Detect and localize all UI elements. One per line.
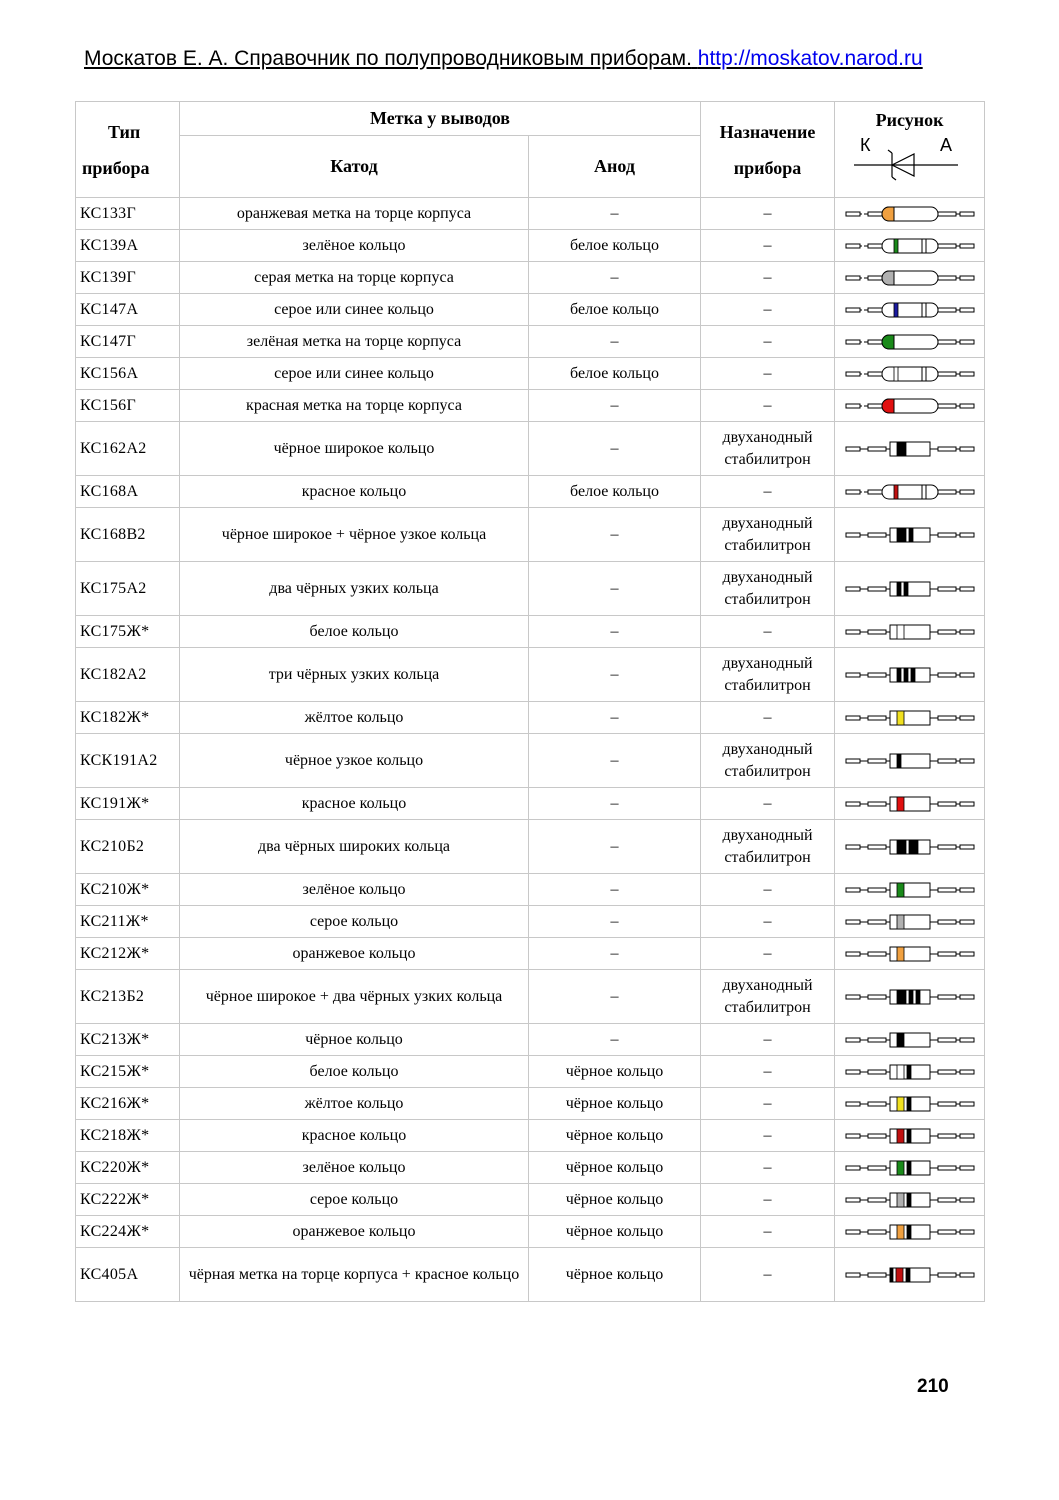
cell-type: КС147Г	[76, 326, 180, 358]
cell-picture	[835, 230, 985, 262]
cell-type: КС168А	[76, 476, 180, 508]
cell-type: КС212Ж*	[76, 938, 180, 970]
cell-picture	[835, 906, 985, 938]
cell-type: КС139Г	[76, 262, 180, 294]
header-title: Москатов Е. А. Справочник по полупроводниковым приборам.	[84, 47, 692, 70]
cell-type: КС211Ж*	[76, 906, 180, 938]
table-row	[76, 938, 985, 970]
table-row	[76, 874, 985, 906]
header-cathode: Катод	[180, 136, 529, 198]
band	[897, 1065, 904, 1079]
table-row	[76, 508, 985, 562]
cell-type: КС168В2	[76, 508, 180, 562]
zener-diode-icon	[842, 327, 978, 357]
cell-picture	[835, 1248, 985, 1302]
cell-anode: белое кольцо	[529, 476, 701, 508]
cell-cathode: зелёное кольцо	[180, 1152, 529, 1184]
cell-anode: чёрное кольцо	[529, 1184, 701, 1216]
cell-cathode: три чёрных узких кольца	[180, 648, 529, 702]
band	[897, 840, 906, 854]
cell-cathode: красное кольцо	[180, 476, 529, 508]
zener-diode-icon	[842, 939, 978, 969]
table-row	[76, 358, 985, 390]
cell-cathode: чёрное широкое + чёрное узкое кольца	[180, 508, 529, 562]
band	[897, 915, 904, 929]
table-row	[76, 476, 985, 508]
cell-anode: –	[529, 390, 701, 422]
cell-type: КС162А2	[76, 422, 180, 476]
diode-body	[890, 754, 930, 768]
cell-purpose: –	[701, 1152, 835, 1184]
end-mark	[882, 207, 894, 221]
band	[916, 990, 920, 1004]
band	[890, 1268, 893, 1282]
cell-anode: –	[529, 906, 701, 938]
band	[897, 711, 904, 725]
cell-picture	[835, 616, 985, 648]
cell-anode: чёрное кольцо	[529, 1216, 701, 1248]
cell-picture	[835, 422, 985, 476]
table-row	[76, 198, 985, 230]
table-row	[76, 294, 985, 326]
cell-anode: –	[529, 326, 701, 358]
table-row	[76, 1152, 985, 1184]
table-row	[76, 230, 985, 262]
diode-marking-table	[75, 101, 985, 1302]
cell-cathode: серое кольцо	[180, 1184, 529, 1216]
cell-cathode: жёлтое кольцо	[180, 1088, 529, 1120]
cell-anode: чёрное кольцо	[529, 1248, 701, 1302]
band	[907, 1065, 911, 1079]
cell-cathode: оранжевое кольцо	[180, 1216, 529, 1248]
zener-diode-icon	[842, 907, 978, 937]
cell-cathode: зелёное кольцо	[180, 230, 529, 262]
cell-purpose: –	[701, 906, 835, 938]
cell-cathode: оранжевая метка на торце корпуса	[180, 198, 529, 230]
cell-type: КС182Ж*	[76, 702, 180, 734]
cell-anode: белое кольцо	[529, 358, 701, 390]
cell-anode: –	[529, 648, 701, 702]
band	[897, 442, 906, 456]
cell-picture	[835, 1024, 985, 1056]
cell-picture	[835, 970, 985, 1024]
cell-anode: –	[529, 198, 701, 230]
diode-body	[890, 883, 930, 897]
zener-diode-icon	[842, 295, 978, 325]
diode-body	[882, 485, 938, 499]
diode-body	[890, 711, 930, 725]
cell-cathode: зелёное кольцо	[180, 874, 529, 906]
a-label: А	[939, 135, 952, 155]
cell-anode: –	[529, 1024, 701, 1056]
cell-type: КСК191А2	[76, 734, 180, 788]
cell-type: КС175А2	[76, 562, 180, 616]
cell-cathode: серое или синее кольцо	[180, 358, 529, 390]
cell-purpose: –	[701, 616, 835, 648]
zener-diode-icon	[842, 434, 978, 464]
cell-type: КС191Ж*	[76, 788, 180, 820]
cell-purpose: двуханодный стабилитрон	[701, 820, 835, 874]
table-row	[76, 702, 985, 734]
cell-purpose: двуханодный стабилитрон	[701, 508, 835, 562]
cell-picture	[835, 734, 985, 788]
header-anode: Анод	[529, 136, 701, 198]
cell-purpose: –	[701, 1184, 835, 1216]
cell-anode: –	[529, 820, 701, 874]
end-mark	[882, 271, 894, 285]
header-link[interactable]: http://moskatov.narod.ru	[697, 47, 923, 70]
band	[897, 754, 901, 768]
cell-picture	[835, 562, 985, 616]
cell-purpose: –	[701, 198, 835, 230]
cell-purpose: двуханодный стабилитрон	[701, 734, 835, 788]
cell-anode: –	[529, 562, 701, 616]
cell-anode: –	[529, 788, 701, 820]
cell-cathode: красное кольцо	[180, 788, 529, 820]
diode-body	[890, 915, 930, 929]
band	[897, 1033, 904, 1047]
band	[907, 1193, 911, 1207]
cell-type: КС156Г	[76, 390, 180, 422]
cell-picture	[835, 1184, 985, 1216]
cell-cathode: серое кольцо	[180, 906, 529, 938]
band	[897, 582, 901, 596]
band	[907, 1129, 911, 1143]
cell-purpose: –	[701, 1056, 835, 1088]
zener-diode-icon	[842, 574, 978, 604]
cell-cathode: серая метка на торце корпуса	[180, 262, 529, 294]
band	[904, 582, 908, 596]
table-row	[76, 326, 985, 358]
cell-anode: чёрное кольцо	[529, 1088, 701, 1120]
cell-anode: чёрное кольцо	[529, 1056, 701, 1088]
cell-purpose: –	[701, 1248, 835, 1302]
cathode-ring	[894, 485, 898, 499]
header-picture: Рисунок К А	[835, 102, 985, 198]
cell-purpose: двуханодный стабилитрон	[701, 648, 835, 702]
band	[897, 625, 904, 639]
cell-anode: чёрное кольцо	[529, 1120, 701, 1152]
table-row	[76, 788, 985, 820]
zener-diode-icon	[842, 875, 978, 905]
cell-type: КС133Г	[76, 198, 180, 230]
band	[897, 947, 904, 961]
zener-diode-icon	[842, 199, 978, 229]
zener-diode-icon	[842, 1260, 978, 1290]
cell-picture	[835, 326, 985, 358]
table-row	[76, 390, 985, 422]
table-row	[76, 1088, 985, 1120]
cell-purpose: –	[701, 938, 835, 970]
table-row	[76, 616, 985, 648]
table-row	[76, 422, 985, 476]
cell-type: КС175Ж*	[76, 616, 180, 648]
cell-cathode: два чёрных узких кольца	[180, 562, 529, 616]
cell-anode: –	[529, 262, 701, 294]
band	[896, 1268, 903, 1282]
cell-picture	[835, 294, 985, 326]
cell-purpose: –	[701, 1216, 835, 1248]
cell-picture	[835, 508, 985, 562]
cell-picture	[835, 938, 985, 970]
diode-body	[882, 367, 938, 381]
cell-anode: –	[529, 970, 701, 1024]
zener-diode-icon	[842, 1089, 978, 1119]
diode-body	[890, 442, 930, 456]
cell-picture	[835, 1120, 985, 1152]
cathode-ring	[894, 239, 898, 253]
band	[897, 1193, 904, 1207]
diode-symbol-icon	[839, 131, 980, 183]
zener-diode-icon	[842, 617, 978, 647]
end-mark	[882, 399, 894, 413]
band	[906, 1268, 910, 1282]
cell-cathode: чёрное широкое + два чёрных узких кольца	[180, 970, 529, 1024]
zener-diode-icon	[842, 231, 978, 261]
cell-picture	[835, 262, 985, 294]
zener-diode-icon	[842, 1057, 978, 1087]
cell-cathode: чёрное кольцо	[180, 1024, 529, 1056]
cell-purpose: –	[701, 294, 835, 326]
band	[897, 668, 901, 682]
cell-type: КС220Ж*	[76, 1152, 180, 1184]
diode-body	[890, 797, 930, 811]
zener-diode-icon	[842, 359, 978, 389]
cell-picture	[835, 648, 985, 702]
end-mark	[882, 335, 894, 349]
cell-purpose: –	[701, 1024, 835, 1056]
band	[904, 668, 908, 682]
cell-picture	[835, 1088, 985, 1120]
cell-type: КС224Ж*	[76, 1216, 180, 1248]
cell-purpose: –	[701, 390, 835, 422]
cell-type: КС405А	[76, 1248, 180, 1302]
cell-cathode: белое кольцо	[180, 1056, 529, 1088]
cell-purpose: –	[701, 702, 835, 734]
cell-anode: белое кольцо	[529, 294, 701, 326]
cell-cathode: красная метка на торце корпуса	[180, 390, 529, 422]
table-row	[76, 1024, 985, 1056]
cell-picture	[835, 1216, 985, 1248]
cell-anode: –	[529, 702, 701, 734]
cell-cathode: два чёрных широких кольца	[180, 820, 529, 874]
table-row	[76, 906, 985, 938]
cell-type: КС156А	[76, 358, 180, 390]
cell-cathode: белое кольцо	[180, 616, 529, 648]
cell-cathode: чёрное широкое кольцо	[180, 422, 529, 476]
cell-anode: –	[529, 734, 701, 788]
zener-diode-icon	[842, 520, 978, 550]
cell-anode: –	[529, 616, 701, 648]
diode-body	[890, 582, 930, 596]
band	[897, 883, 904, 897]
band	[897, 1097, 904, 1111]
band	[897, 1129, 904, 1143]
cell-type: КС216Ж*	[76, 1088, 180, 1120]
cathode-ring	[894, 367, 898, 381]
table-row	[76, 1248, 985, 1302]
cell-purpose: –	[701, 1120, 835, 1152]
cell-picture	[835, 702, 985, 734]
table-row	[76, 820, 985, 874]
band	[907, 1097, 911, 1111]
table-row	[76, 734, 985, 788]
cell-picture	[835, 820, 985, 874]
cell-picture	[835, 358, 985, 390]
cell-cathode: оранжевое кольцо	[180, 938, 529, 970]
zener-diode-icon	[842, 1217, 978, 1247]
zener-diode-icon	[842, 789, 978, 819]
zener-diode-icon	[842, 1025, 978, 1055]
cell-cathode: зелёная метка на торце корпуса	[180, 326, 529, 358]
header-mark: Метка у выводов	[180, 102, 701, 136]
cell-anode: –	[529, 874, 701, 906]
diode-body	[882, 303, 938, 317]
cell-type: КС213Б2	[76, 970, 180, 1024]
cell-purpose: двуханодный стабилитрон	[701, 422, 835, 476]
cell-purpose: –	[701, 874, 835, 906]
cell-anode: –	[529, 938, 701, 970]
cell-purpose: –	[701, 262, 835, 294]
cell-purpose: двуханодный стабилитрон	[701, 970, 835, 1024]
page-header	[84, 47, 984, 71]
cell-purpose: –	[701, 476, 835, 508]
zener-diode-icon	[842, 703, 978, 733]
cell-anode: –	[529, 508, 701, 562]
cell-picture	[835, 1056, 985, 1088]
cell-anode: белое кольцо	[529, 230, 701, 262]
zener-diode-icon	[842, 660, 978, 690]
zener-diode-icon	[842, 982, 978, 1012]
band	[909, 840, 918, 854]
cell-purpose: двуханодный стабилитрон	[701, 562, 835, 616]
band	[897, 1161, 904, 1175]
cell-cathode: чёрная метка на торце корпуса + красное кольцо	[180, 1248, 529, 1302]
zener-diode-icon	[842, 832, 978, 862]
band	[897, 990, 906, 1004]
cell-purpose: –	[701, 358, 835, 390]
diode-body	[882, 239, 938, 253]
cell-cathode: серое или синее кольцо	[180, 294, 529, 326]
zener-diode-icon	[842, 1153, 978, 1183]
zener-diode-icon	[842, 1121, 978, 1151]
table-row	[76, 1120, 985, 1152]
zener-diode-icon	[842, 391, 978, 421]
diode-body	[890, 625, 930, 639]
zener-diode-icon	[842, 1185, 978, 1215]
cell-type: КС213Ж*	[76, 1024, 180, 1056]
cell-picture	[835, 390, 985, 422]
table-row	[76, 1056, 985, 1088]
header-type: Тип прибора	[76, 102, 180, 198]
header-purpose: Назначение прибора	[701, 102, 835, 198]
table-row	[76, 1184, 985, 1216]
band	[907, 1225, 911, 1239]
cell-cathode: жёлтое кольцо	[180, 702, 529, 734]
band	[897, 528, 906, 542]
k-label: К	[859, 135, 871, 155]
table-row	[76, 562, 985, 616]
diode-body	[890, 947, 930, 961]
cell-type: КС218Ж*	[76, 1120, 180, 1152]
cell-picture	[835, 476, 985, 508]
cell-purpose: –	[701, 788, 835, 820]
cell-cathode: красное кольцо	[180, 1120, 529, 1152]
cell-anode: –	[529, 422, 701, 476]
cell-purpose: –	[701, 326, 835, 358]
cell-picture	[835, 874, 985, 906]
cell-anode: чёрное кольцо	[529, 1152, 701, 1184]
cell-type: КС210Ж*	[76, 874, 180, 906]
diode-body	[890, 1033, 930, 1047]
cell-picture	[835, 1152, 985, 1184]
cell-purpose: –	[701, 1088, 835, 1120]
zener-diode-icon	[842, 746, 978, 776]
cell-purpose: –	[701, 230, 835, 262]
band	[907, 1161, 911, 1175]
cell-type: КС147А	[76, 294, 180, 326]
table-row	[76, 648, 985, 702]
cell-type: КС182А2	[76, 648, 180, 702]
band	[911, 668, 915, 682]
band	[909, 528, 913, 542]
table-row	[76, 262, 985, 294]
diode-body	[890, 668, 930, 682]
band	[909, 990, 913, 1004]
cell-type: КС139А	[76, 230, 180, 262]
cell-type: КС210Б2	[76, 820, 180, 874]
cathode-ring	[894, 303, 898, 317]
table-row	[76, 1216, 985, 1248]
zener-diode-icon	[842, 477, 978, 507]
cell-type: КС215Ж*	[76, 1056, 180, 1088]
cell-picture	[835, 788, 985, 820]
band	[897, 797, 904, 811]
cell-picture	[835, 198, 985, 230]
cell-cathode: чёрное узкое кольцо	[180, 734, 529, 788]
cell-type: КС222Ж*	[76, 1184, 180, 1216]
band	[897, 1225, 904, 1239]
zener-diode-icon	[842, 263, 978, 293]
table-row	[76, 970, 985, 1024]
page-number: 210	[917, 1376, 949, 1397]
